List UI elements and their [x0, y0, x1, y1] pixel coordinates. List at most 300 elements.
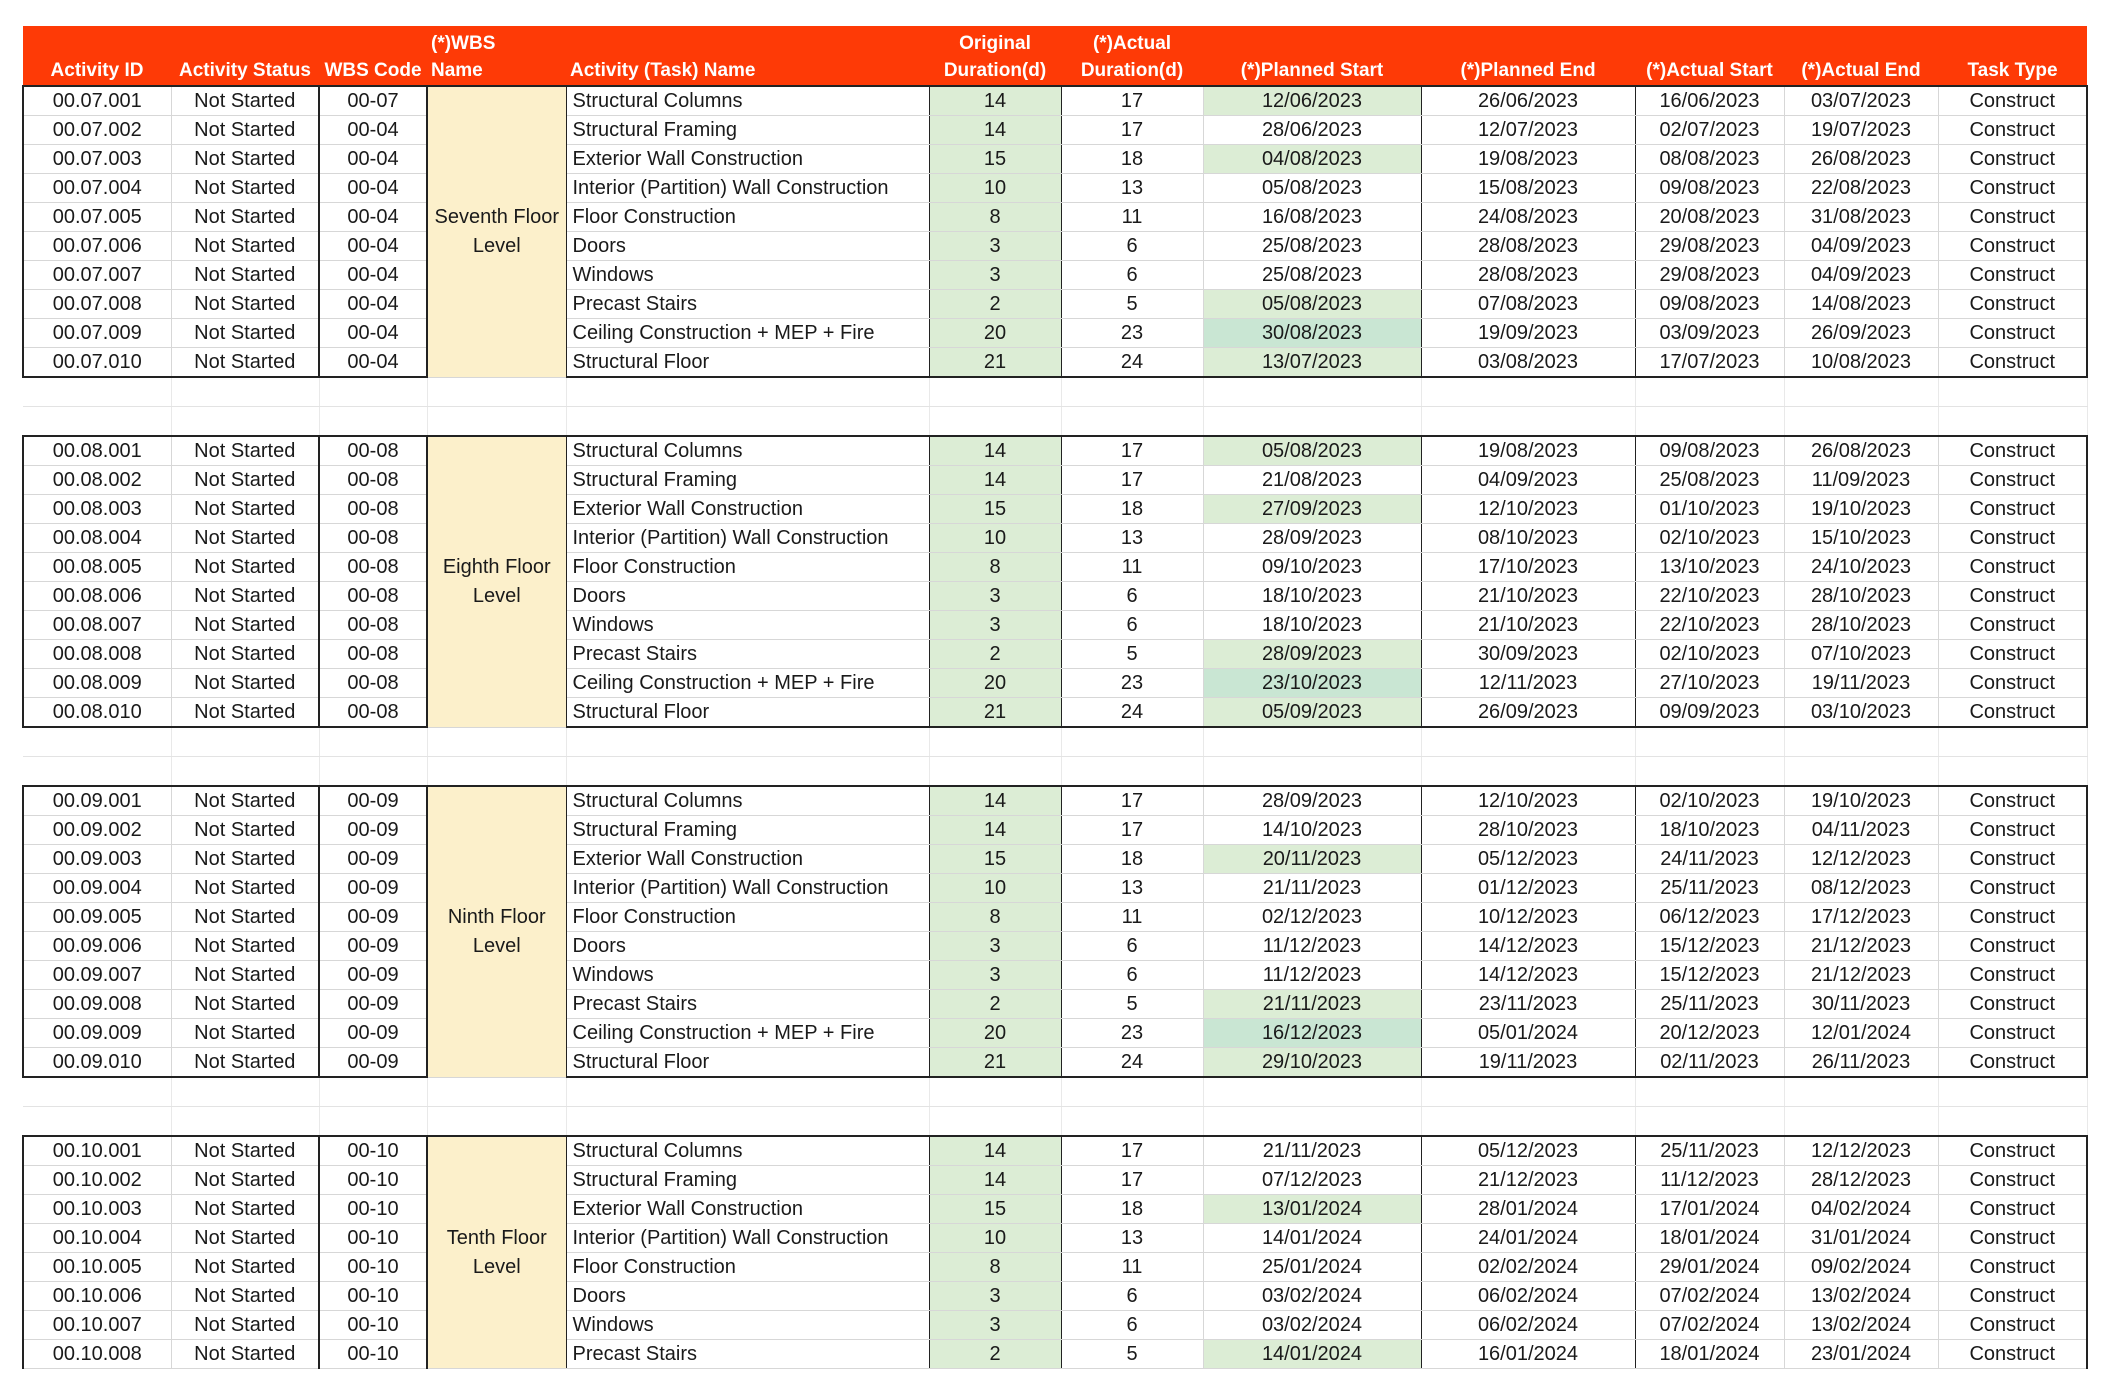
empty-cell[interactable] [1938, 407, 2087, 437]
planned-end-cell[interactable]: 05/01/2024 [1421, 1019, 1635, 1048]
task-name-cell[interactable]: Precast Stairs [566, 640, 929, 669]
original-duration-cell[interactable]: 2 [929, 640, 1061, 669]
actual-duration-cell[interactable]: 6 [1061, 1311, 1203, 1340]
actual-duration-cell[interactable]: 24 [1061, 1048, 1203, 1078]
empty-cell[interactable] [1635, 727, 1784, 757]
task-name-cell[interactable]: Doors [566, 1282, 929, 1311]
empty-cell[interactable] [1061, 757, 1203, 787]
task-type-cell[interactable]: Construct [1938, 582, 2087, 611]
col-header-actual-start[interactable]: (*)Actual Start [1635, 26, 1784, 86]
task-name-cell[interactable]: Precast Stairs [566, 1340, 929, 1369]
wbs-name-cell[interactable]: Seventh Floor Level [427, 86, 566, 377]
activity-status-cell[interactable]: Not Started [171, 990, 319, 1019]
actual-end-cell[interactable]: 30/11/2023 [1784, 990, 1938, 1019]
empty-cell[interactable] [1421, 727, 1635, 757]
col-header-activity-status[interactable]: Activity Status [171, 26, 319, 86]
planned-end-cell[interactable]: 02/02/2024 [1421, 1253, 1635, 1282]
actual-duration-cell[interactable]: 17 [1061, 1166, 1203, 1195]
activity-id-cell[interactable]: 00.10.001 [23, 1136, 171, 1166]
task-type-cell[interactable]: Construct [1938, 436, 2087, 466]
actual-end-cell[interactable]: 28/12/2023 [1784, 1166, 1938, 1195]
actual-start-cell[interactable]: 29/08/2023 [1635, 232, 1784, 261]
wbs-code-cell[interactable]: 00-08 [319, 524, 427, 553]
wbs-code-cell[interactable]: 00-04 [319, 261, 427, 290]
actual-start-cell[interactable]: 18/01/2024 [1635, 1340, 1784, 1369]
actual-end-cell[interactable]: 04/02/2024 [1784, 1195, 1938, 1224]
task-type-cell[interactable]: Construct [1938, 1253, 2087, 1282]
task-type-cell[interactable]: Construct [1938, 845, 2087, 874]
task-name-cell[interactable]: Structural Floor [566, 698, 929, 728]
planned-start-cell[interactable]: 18/10/2023 [1203, 611, 1421, 640]
task-name-cell[interactable]: Doors [566, 932, 929, 961]
actual-end-cell[interactable]: 13/02/2024 [1784, 1311, 1938, 1340]
actual-duration-cell[interactable]: 17 [1061, 86, 1203, 116]
actual-duration-cell[interactable]: 11 [1061, 203, 1203, 232]
planned-start-cell[interactable]: 16/08/2023 [1203, 203, 1421, 232]
empty-cell[interactable] [929, 407, 1061, 437]
planned-start-cell[interactable]: 21/08/2023 [1203, 466, 1421, 495]
activity-id-cell[interactable]: 00.10.008 [23, 1340, 171, 1369]
planned-end-cell[interactable]: 08/10/2023 [1421, 524, 1635, 553]
empty-cell[interactable] [1421, 407, 1635, 437]
activity-id-cell[interactable]: 00.08.006 [23, 582, 171, 611]
task-name-cell[interactable]: Structural Columns [566, 1136, 929, 1166]
wbs-code-cell[interactable]: 00-04 [319, 116, 427, 145]
original-duration-cell[interactable]: 2 [929, 290, 1061, 319]
actual-duration-cell[interactable]: 6 [1061, 961, 1203, 990]
empty-cell[interactable] [1203, 757, 1421, 787]
actual-end-cell[interactable]: 26/09/2023 [1784, 319, 1938, 348]
wbs-name-cell[interactable]: Tenth Floor Level [427, 1136, 566, 1369]
planned-end-cell[interactable]: 05/12/2023 [1421, 1136, 1635, 1166]
actual-start-cell[interactable]: 22/10/2023 [1635, 611, 1784, 640]
empty-cell[interactable] [1635, 1107, 1784, 1137]
original-duration-cell[interactable]: 8 [929, 553, 1061, 582]
wbs-code-cell[interactable]: 00-08 [319, 582, 427, 611]
wbs-code-cell[interactable]: 00-09 [319, 1048, 427, 1078]
task-name-cell[interactable]: Structural Columns [566, 86, 929, 116]
original-duration-cell[interactable]: 3 [929, 582, 1061, 611]
original-duration-cell[interactable]: 21 [929, 348, 1061, 378]
empty-cell[interactable] [171, 407, 319, 437]
empty-cell[interactable] [929, 1107, 1061, 1137]
actual-duration-cell[interactable]: 17 [1061, 466, 1203, 495]
activity-status-cell[interactable]: Not Started [171, 319, 319, 348]
activity-id-cell[interactable]: 00.09.007 [23, 961, 171, 990]
task-name-cell[interactable]: Precast Stairs [566, 990, 929, 1019]
empty-cell[interactable] [23, 377, 171, 407]
wbs-code-cell[interactable]: 00-04 [319, 290, 427, 319]
activity-id-cell[interactable]: 00.07.003 [23, 145, 171, 174]
planned-start-cell[interactable]: 13/01/2024 [1203, 1195, 1421, 1224]
task-name-cell[interactable]: Exterior Wall Construction [566, 1195, 929, 1224]
actual-duration-cell[interactable]: 11 [1061, 1253, 1203, 1282]
activity-id-cell[interactable]: 00.08.009 [23, 669, 171, 698]
actual-start-cell[interactable]: 03/09/2023 [1635, 319, 1784, 348]
task-type-cell[interactable]: Construct [1938, 611, 2087, 640]
empty-cell[interactable] [566, 727, 929, 757]
col-header-activity-id[interactable]: Activity ID [23, 26, 171, 86]
original-duration-cell[interactable]: 15 [929, 495, 1061, 524]
actual-end-cell[interactable]: 23/01/2024 [1784, 1340, 1938, 1369]
planned-start-cell[interactable]: 11/12/2023 [1203, 932, 1421, 961]
activity-id-cell[interactable]: 00.07.009 [23, 319, 171, 348]
actual-duration-cell[interactable]: 17 [1061, 116, 1203, 145]
empty-cell[interactable] [1421, 377, 1635, 407]
wbs-code-cell[interactable]: 00-04 [319, 203, 427, 232]
wbs-code-cell[interactable]: 00-09 [319, 816, 427, 845]
actual-duration-cell[interactable]: 18 [1061, 495, 1203, 524]
actual-duration-cell[interactable]: 24 [1061, 348, 1203, 378]
planned-end-cell[interactable]: 21/10/2023 [1421, 582, 1635, 611]
empty-cell[interactable] [1938, 1107, 2087, 1137]
empty-cell[interactable] [171, 757, 319, 787]
planned-start-cell[interactable]: 23/10/2023 [1203, 669, 1421, 698]
task-type-cell[interactable]: Construct [1938, 174, 2087, 203]
activity-status-cell[interactable]: Not Started [171, 845, 319, 874]
activity-status-cell[interactable]: Not Started [171, 961, 319, 990]
original-duration-cell[interactable]: 15 [929, 145, 1061, 174]
empty-cell[interactable] [1061, 1107, 1203, 1137]
activity-id-cell[interactable]: 00.09.006 [23, 932, 171, 961]
planned-end-cell[interactable]: 01/12/2023 [1421, 874, 1635, 903]
planned-start-cell[interactable]: 04/08/2023 [1203, 145, 1421, 174]
empty-cell[interactable] [1635, 407, 1784, 437]
activity-status-cell[interactable]: Not Started [171, 1166, 319, 1195]
activity-status-cell[interactable]: Not Started [171, 640, 319, 669]
empty-cell[interactable] [1784, 407, 1938, 437]
planned-end-cell[interactable]: 28/08/2023 [1421, 232, 1635, 261]
activity-status-cell[interactable]: Not Started [171, 1136, 319, 1166]
wbs-code-cell[interactable]: 00-10 [319, 1136, 427, 1166]
planned-start-cell[interactable]: 14/01/2024 [1203, 1224, 1421, 1253]
wbs-code-cell[interactable]: 00-08 [319, 466, 427, 495]
activity-status-cell[interactable]: Not Started [171, 1311, 319, 1340]
activity-status-cell[interactable]: Not Started [171, 786, 319, 816]
col-header-actual-duration[interactable]: (*)Actual Duration(d) [1061, 26, 1203, 86]
actual-duration-cell[interactable]: 17 [1061, 816, 1203, 845]
task-name-cell[interactable]: Structural Floor [566, 1048, 929, 1078]
original-duration-cell[interactable]: 14 [929, 466, 1061, 495]
actual-end-cell[interactable]: 13/02/2024 [1784, 1282, 1938, 1311]
activity-status-cell[interactable]: Not Started [171, 874, 319, 903]
actual-start-cell[interactable]: 15/12/2023 [1635, 961, 1784, 990]
planned-start-cell[interactable]: 07/12/2023 [1203, 1166, 1421, 1195]
empty-cell[interactable] [1203, 1107, 1421, 1137]
actual-duration-cell[interactable]: 6 [1061, 1282, 1203, 1311]
task-name-cell[interactable]: Ceiling Construction + MEP + Fire [566, 1019, 929, 1048]
activity-id-cell[interactable]: 00.10.004 [23, 1224, 171, 1253]
task-name-cell[interactable]: Interior (Partition) Wall Construction [566, 524, 929, 553]
task-type-cell[interactable]: Construct [1938, 261, 2087, 290]
empty-cell[interactable] [1784, 757, 1938, 787]
actual-start-cell[interactable]: 25/08/2023 [1635, 466, 1784, 495]
task-type-cell[interactable]: Construct [1938, 1311, 2087, 1340]
actual-end-cell[interactable]: 22/08/2023 [1784, 174, 1938, 203]
task-name-cell[interactable]: Windows [566, 1311, 929, 1340]
actual-end-cell[interactable]: 26/08/2023 [1784, 436, 1938, 466]
original-duration-cell[interactable]: 3 [929, 261, 1061, 290]
original-duration-cell[interactable]: 3 [929, 961, 1061, 990]
activity-id-cell[interactable]: 00.07.001 [23, 86, 171, 116]
planned-start-cell[interactable]: 18/10/2023 [1203, 582, 1421, 611]
task-name-cell[interactable]: Precast Stairs [566, 290, 929, 319]
empty-cell[interactable] [319, 727, 427, 757]
planned-start-cell[interactable]: 28/09/2023 [1203, 524, 1421, 553]
planned-start-cell[interactable]: 14/10/2023 [1203, 816, 1421, 845]
planned-end-cell[interactable]: 05/12/2023 [1421, 845, 1635, 874]
actual-duration-cell[interactable]: 5 [1061, 1340, 1203, 1369]
task-type-cell[interactable]: Construct [1938, 903, 2087, 932]
empty-cell[interactable] [427, 377, 566, 407]
planned-start-cell[interactable]: 03/02/2024 [1203, 1282, 1421, 1311]
wbs-code-cell[interactable]: 00-09 [319, 845, 427, 874]
planned-end-cell[interactable]: 12/11/2023 [1421, 669, 1635, 698]
activity-id-cell[interactable]: 00.08.005 [23, 553, 171, 582]
planned-start-cell[interactable]: 25/08/2023 [1203, 261, 1421, 290]
actual-end-cell[interactable]: 12/12/2023 [1784, 845, 1938, 874]
wbs-code-cell[interactable]: 00-09 [319, 786, 427, 816]
original-duration-cell[interactable]: 2 [929, 990, 1061, 1019]
actual-duration-cell[interactable]: 18 [1061, 145, 1203, 174]
empty-cell[interactable] [1938, 727, 2087, 757]
task-name-cell[interactable]: Windows [566, 261, 929, 290]
task-type-cell[interactable]: Construct [1938, 290, 2087, 319]
col-header-wbs-name[interactable]: (*)WBS Name [427, 26, 566, 86]
actual-duration-cell[interactable]: 5 [1061, 990, 1203, 1019]
activity-id-cell[interactable]: 00.07.010 [23, 348, 171, 378]
original-duration-cell[interactable]: 14 [929, 86, 1061, 116]
activity-id-cell[interactable]: 00.08.002 [23, 466, 171, 495]
actual-end-cell[interactable]: 08/12/2023 [1784, 874, 1938, 903]
activity-id-cell[interactable]: 00.09.010 [23, 1048, 171, 1078]
original-duration-cell[interactable]: 14 [929, 1136, 1061, 1166]
actual-end-cell[interactable]: 19/11/2023 [1784, 669, 1938, 698]
empty-cell[interactable] [1421, 1107, 1635, 1137]
planned-start-cell[interactable]: 20/11/2023 [1203, 845, 1421, 874]
activity-id-cell[interactable]: 00.10.005 [23, 1253, 171, 1282]
task-name-cell[interactable]: Exterior Wall Construction [566, 845, 929, 874]
actual-end-cell[interactable]: 17/12/2023 [1784, 903, 1938, 932]
actual-start-cell[interactable]: 02/10/2023 [1635, 640, 1784, 669]
empty-cell[interactable] [427, 1107, 566, 1137]
actual-duration-cell[interactable]: 18 [1061, 845, 1203, 874]
activity-status-cell[interactable]: Not Started [171, 611, 319, 640]
planned-end-cell[interactable]: 28/08/2023 [1421, 261, 1635, 290]
planned-start-cell[interactable]: 21/11/2023 [1203, 874, 1421, 903]
wbs-code-cell[interactable]: 00-09 [319, 874, 427, 903]
wbs-code-cell[interactable]: 00-08 [319, 553, 427, 582]
wbs-code-cell[interactable]: 00-08 [319, 495, 427, 524]
activity-id-cell[interactable]: 00.07.007 [23, 261, 171, 290]
planned-end-cell[interactable]: 26/06/2023 [1421, 86, 1635, 116]
empty-cell[interactable] [1061, 407, 1203, 437]
activity-status-cell[interactable]: Not Started [171, 466, 319, 495]
empty-cell[interactable] [1421, 757, 1635, 787]
col-header-wbs-code[interactable]: WBS Code [319, 26, 427, 86]
planned-start-cell[interactable]: 14/01/2024 [1203, 1340, 1421, 1369]
actual-end-cell[interactable]: 07/10/2023 [1784, 640, 1938, 669]
task-name-cell[interactable]: Structural Columns [566, 436, 929, 466]
actual-end-cell[interactable]: 10/08/2023 [1784, 348, 1938, 378]
activity-id-cell[interactable]: 00.07.006 [23, 232, 171, 261]
activity-id-cell[interactable]: 00.09.004 [23, 874, 171, 903]
planned-end-cell[interactable]: 23/11/2023 [1421, 990, 1635, 1019]
task-name-cell[interactable]: Floor Construction [566, 553, 929, 582]
planned-start-cell[interactable]: 05/08/2023 [1203, 436, 1421, 466]
activity-id-cell[interactable]: 00.09.005 [23, 903, 171, 932]
actual-duration-cell[interactable]: 24 [1061, 698, 1203, 728]
actual-start-cell[interactable]: 13/10/2023 [1635, 553, 1784, 582]
wbs-code-cell[interactable]: 00-04 [319, 348, 427, 378]
actual-start-cell[interactable]: 20/12/2023 [1635, 1019, 1784, 1048]
original-duration-cell[interactable]: 8 [929, 203, 1061, 232]
original-duration-cell[interactable]: 2 [929, 1340, 1061, 1369]
planned-end-cell[interactable]: 24/01/2024 [1421, 1224, 1635, 1253]
planned-end-cell[interactable]: 12/07/2023 [1421, 116, 1635, 145]
activity-id-cell[interactable]: 00.08.008 [23, 640, 171, 669]
planned-start-cell[interactable]: 13/07/2023 [1203, 348, 1421, 378]
original-duration-cell[interactable]: 10 [929, 524, 1061, 553]
actual-start-cell[interactable]: 02/07/2023 [1635, 116, 1784, 145]
empty-cell[interactable] [566, 1077, 929, 1107]
actual-end-cell[interactable]: 12/01/2024 [1784, 1019, 1938, 1048]
actual-end-cell[interactable]: 04/09/2023 [1784, 261, 1938, 290]
activity-id-cell[interactable]: 00.08.007 [23, 611, 171, 640]
task-type-cell[interactable]: Construct [1938, 698, 2087, 728]
original-duration-cell[interactable]: 3 [929, 932, 1061, 961]
planned-end-cell[interactable]: 14/12/2023 [1421, 961, 1635, 990]
planned-end-cell[interactable]: 04/09/2023 [1421, 466, 1635, 495]
original-duration-cell[interactable]: 20 [929, 1019, 1061, 1048]
task-type-cell[interactable]: Construct [1938, 1195, 2087, 1224]
task-type-cell[interactable]: Construct [1938, 932, 2087, 961]
actual-start-cell[interactable]: 15/12/2023 [1635, 932, 1784, 961]
original-duration-cell[interactable]: 14 [929, 116, 1061, 145]
empty-cell[interactable] [1784, 1107, 1938, 1137]
planned-start-cell[interactable]: 11/12/2023 [1203, 961, 1421, 990]
task-name-cell[interactable]: Windows [566, 961, 929, 990]
activity-status-cell[interactable]: Not Started [171, 1282, 319, 1311]
planned-end-cell[interactable]: 24/08/2023 [1421, 203, 1635, 232]
activity-status-cell[interactable]: Not Started [171, 698, 319, 728]
task-type-cell[interactable]: Construct [1938, 495, 2087, 524]
planned-start-cell[interactable]: 12/06/2023 [1203, 86, 1421, 116]
planned-end-cell[interactable]: 19/08/2023 [1421, 145, 1635, 174]
empty-cell[interactable] [1938, 1077, 2087, 1107]
task-name-cell[interactable]: Structural Framing [566, 1166, 929, 1195]
empty-cell[interactable] [23, 757, 171, 787]
actual-end-cell[interactable]: 15/10/2023 [1784, 524, 1938, 553]
planned-start-cell[interactable]: 28/06/2023 [1203, 116, 1421, 145]
actual-start-cell[interactable]: 29/01/2024 [1635, 1253, 1784, 1282]
wbs-code-cell[interactable]: 00-04 [319, 319, 427, 348]
activity-id-cell[interactable]: 00.07.002 [23, 116, 171, 145]
actual-start-cell[interactable]: 07/02/2024 [1635, 1311, 1784, 1340]
planned-end-cell[interactable]: 17/10/2023 [1421, 553, 1635, 582]
actual-start-cell[interactable]: 07/02/2024 [1635, 1282, 1784, 1311]
planned-end-cell[interactable]: 12/10/2023 [1421, 495, 1635, 524]
activity-status-cell[interactable]: Not Started [171, 553, 319, 582]
task-type-cell[interactable]: Construct [1938, 1048, 2087, 1078]
original-duration-cell[interactable]: 10 [929, 174, 1061, 203]
empty-cell[interactable] [319, 377, 427, 407]
original-duration-cell[interactable]: 15 [929, 1195, 1061, 1224]
actual-start-cell[interactable]: 11/12/2023 [1635, 1166, 1784, 1195]
empty-cell[interactable] [1938, 757, 2087, 787]
activity-status-cell[interactable]: Not Started [171, 669, 319, 698]
actual-start-cell[interactable]: 17/01/2024 [1635, 1195, 1784, 1224]
actual-duration-cell[interactable]: 13 [1061, 524, 1203, 553]
wbs-code-cell[interactable]: 00-04 [319, 145, 427, 174]
activity-status-cell[interactable]: Not Started [171, 932, 319, 961]
actual-start-cell[interactable]: 25/11/2023 [1635, 874, 1784, 903]
col-header-original-duration[interactable]: Original Duration(d) [929, 26, 1061, 86]
empty-cell[interactable] [1203, 727, 1421, 757]
planned-end-cell[interactable]: 28/10/2023 [1421, 816, 1635, 845]
actual-start-cell[interactable]: 25/11/2023 [1635, 990, 1784, 1019]
activity-status-cell[interactable]: Not Started [171, 174, 319, 203]
actual-duration-cell[interactable]: 17 [1061, 786, 1203, 816]
activity-id-cell[interactable]: 00.09.008 [23, 990, 171, 1019]
wbs-code-cell[interactable]: 00-07 [319, 86, 427, 116]
original-duration-cell[interactable]: 10 [929, 874, 1061, 903]
empty-cell[interactable] [427, 407, 566, 437]
planned-start-cell[interactable]: 28/09/2023 [1203, 786, 1421, 816]
actual-start-cell[interactable]: 09/09/2023 [1635, 698, 1784, 728]
task-name-cell[interactable]: Interior (Partition) Wall Construction [566, 874, 929, 903]
empty-cell[interactable] [929, 757, 1061, 787]
planned-start-cell[interactable]: 28/09/2023 [1203, 640, 1421, 669]
activity-status-cell[interactable]: Not Started [171, 1048, 319, 1078]
empty-cell[interactable] [566, 757, 929, 787]
task-type-cell[interactable]: Construct [1938, 786, 2087, 816]
planned-start-cell[interactable]: 05/08/2023 [1203, 290, 1421, 319]
wbs-code-cell[interactable]: 00-09 [319, 932, 427, 961]
activity-status-cell[interactable]: Not Started [171, 261, 319, 290]
wbs-code-cell[interactable]: 00-04 [319, 232, 427, 261]
task-type-cell[interactable]: Construct [1938, 86, 2087, 116]
activity-id-cell[interactable]: 00.08.010 [23, 698, 171, 728]
actual-start-cell[interactable]: 06/12/2023 [1635, 903, 1784, 932]
planned-end-cell[interactable]: 06/02/2024 [1421, 1311, 1635, 1340]
task-type-cell[interactable]: Construct [1938, 319, 2087, 348]
wbs-code-cell[interactable]: 00-10 [319, 1166, 427, 1195]
task-name-cell[interactable]: Floor Construction [566, 903, 929, 932]
activity-id-cell[interactable]: 00.10.007 [23, 1311, 171, 1340]
task-type-cell[interactable]: Construct [1938, 203, 2087, 232]
actual-end-cell[interactable]: 28/10/2023 [1784, 582, 1938, 611]
activity-status-cell[interactable]: Not Started [171, 582, 319, 611]
actual-duration-cell[interactable]: 6 [1061, 932, 1203, 961]
task-name-cell[interactable]: Exterior Wall Construction [566, 495, 929, 524]
actual-duration-cell[interactable]: 23 [1061, 319, 1203, 348]
actual-duration-cell[interactable]: 18 [1061, 1195, 1203, 1224]
task-type-cell[interactable]: Construct [1938, 640, 2087, 669]
col-header-task-name[interactable]: Activity (Task) Name [566, 26, 929, 86]
original-duration-cell[interactable]: 8 [929, 1253, 1061, 1282]
wbs-code-cell[interactable]: 00-10 [319, 1224, 427, 1253]
actual-start-cell[interactable]: 01/10/2023 [1635, 495, 1784, 524]
actual-end-cell[interactable]: 09/02/2024 [1784, 1253, 1938, 1282]
wbs-code-cell[interactable]: 00-08 [319, 698, 427, 728]
activity-status-cell[interactable]: Not Started [171, 436, 319, 466]
actual-start-cell[interactable]: 02/10/2023 [1635, 524, 1784, 553]
task-name-cell[interactable]: Structural Floor [566, 348, 929, 378]
task-type-cell[interactable]: Construct [1938, 116, 2087, 145]
planned-start-cell[interactable]: 05/09/2023 [1203, 698, 1421, 728]
actual-end-cell[interactable]: 31/01/2024 [1784, 1224, 1938, 1253]
